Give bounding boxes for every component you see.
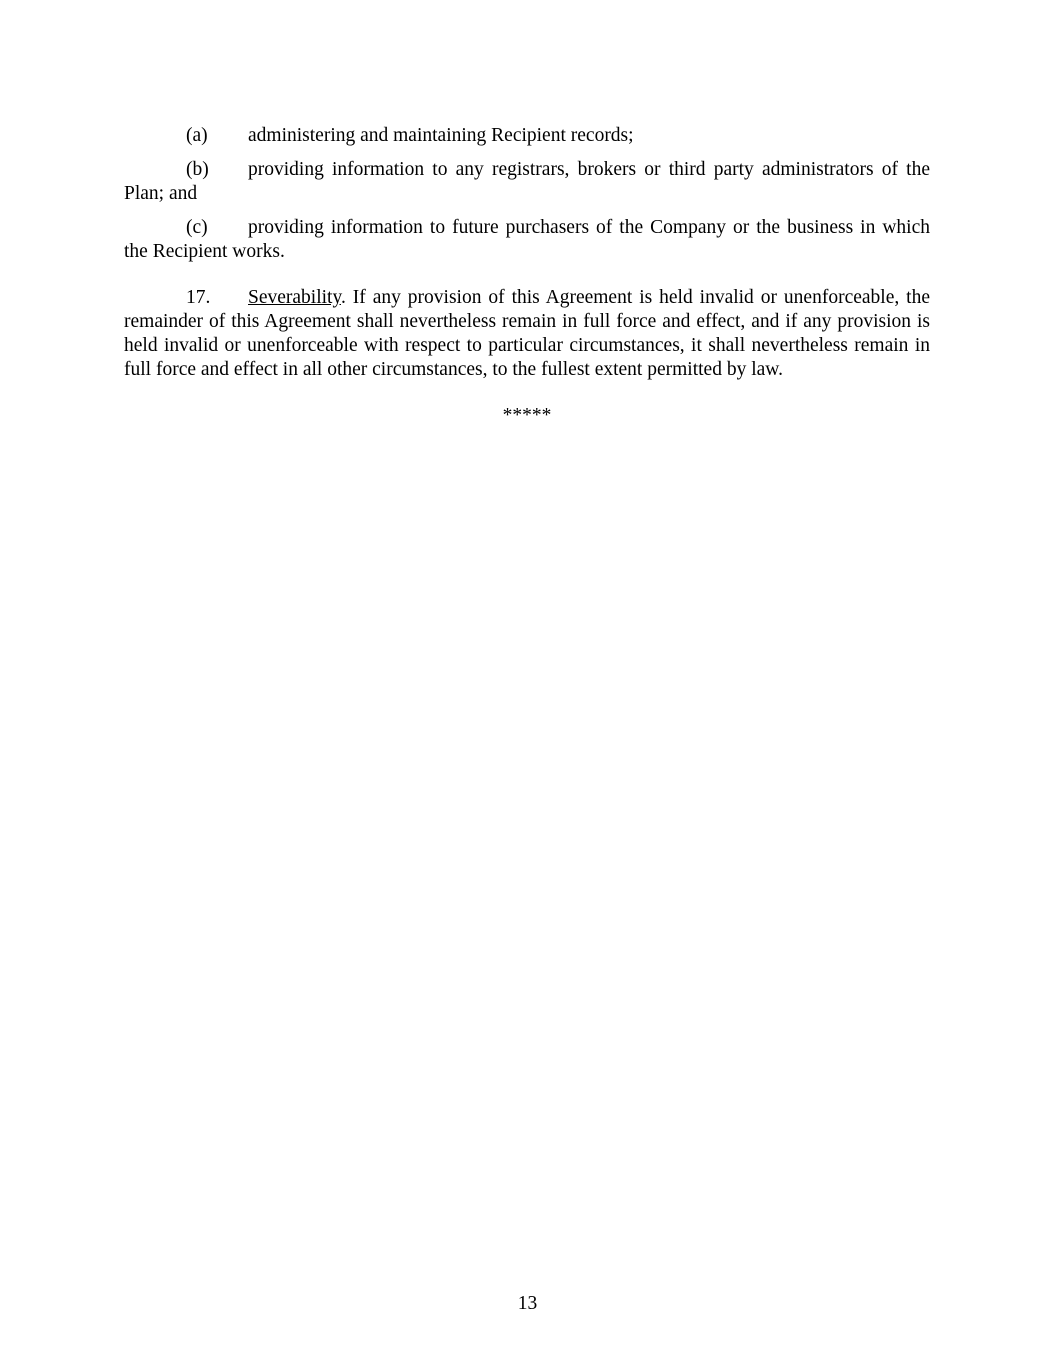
section-body: . If any provision of this Agreement is held invalid or unenforceable, the remainder of this Agreement shall nevertheless remain in full force and effect, and if any provision is held invalid or unenforceable with respect to particular circumstances, it shall nevertheless remain in full force and effect in all other circumstances, to the fullest extent permitted by law. xyxy=(124,287,930,380)
list-marker: (c) xyxy=(186,217,208,238)
section-number: 17. xyxy=(186,287,211,308)
separator: ***** xyxy=(502,405,552,426)
list-marker: (b) xyxy=(186,159,209,180)
list-item-text: administering and maintaining Recipient records; xyxy=(248,125,634,146)
section-17 xyxy=(124,286,930,382)
list-item-text: providing information to any registrars, brokers or third party administrators of the Plan; and xyxy=(124,159,930,204)
list-marker: (a) xyxy=(186,125,208,146)
list-item-b xyxy=(124,158,930,206)
page-number: 13 xyxy=(517,1293,538,1314)
list-item-c xyxy=(124,216,930,264)
list-item-text: providing information to future purchasers of the Company or the business in which the Recipient works. xyxy=(124,217,930,262)
list-item-a xyxy=(124,124,930,148)
section-heading: Severability xyxy=(248,287,341,308)
document-body xyxy=(124,124,930,428)
